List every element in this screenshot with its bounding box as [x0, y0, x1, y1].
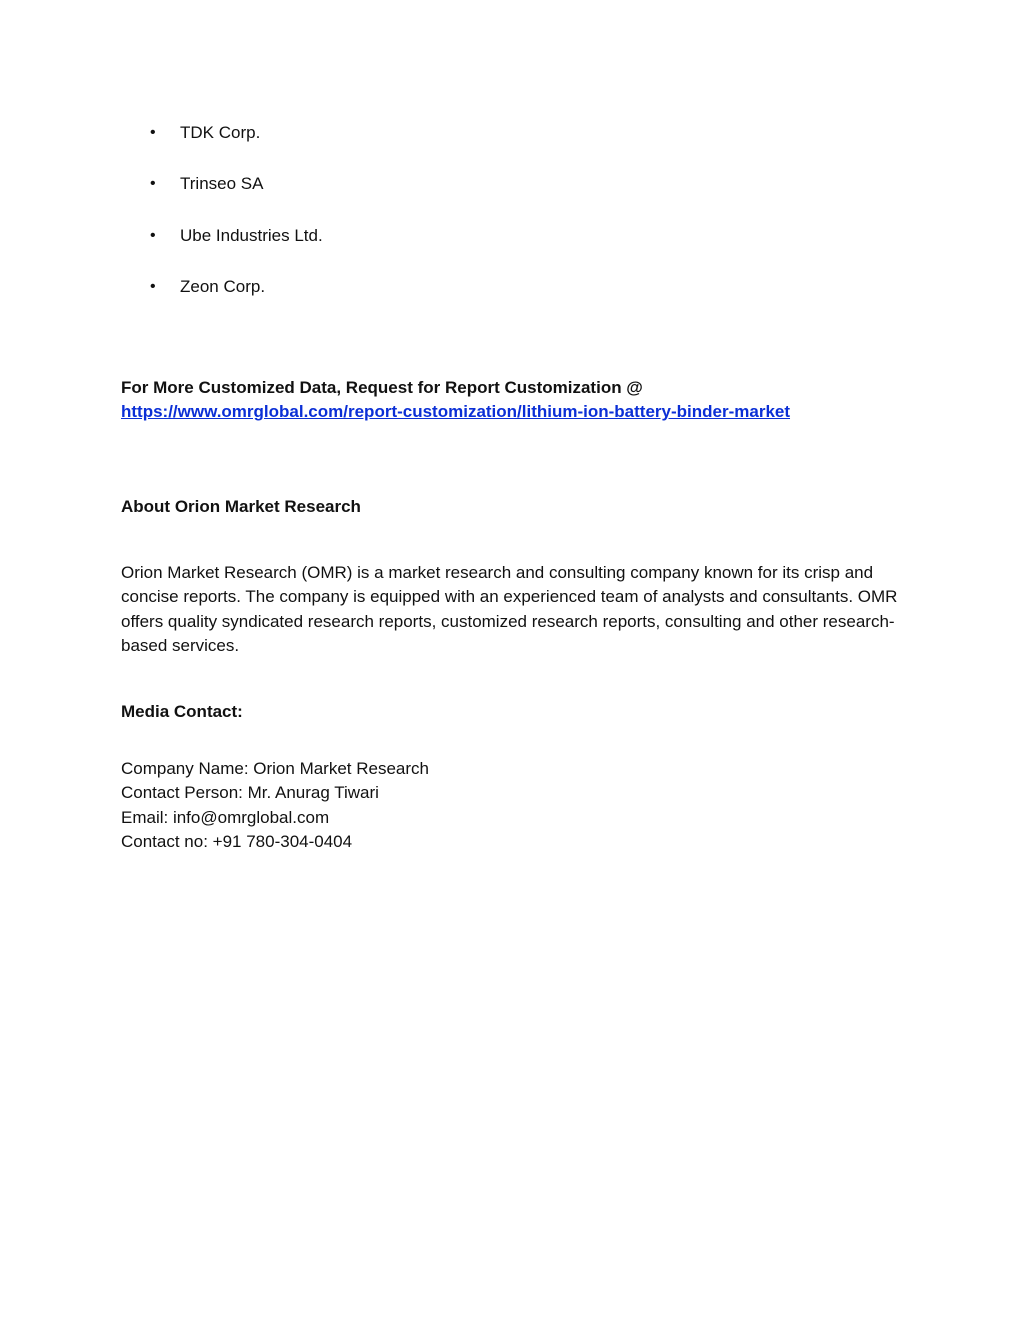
company-name: Trinseo SA [180, 174, 264, 194]
bullet-icon: • [150, 226, 156, 244]
list-item [150, 275, 323, 326]
company-name-line: Company Name: Orion Market Research [121, 759, 430, 778]
media-contact-details [121, 757, 911, 855]
customization-link[interactable]: https://www.omrglobal.com/report-customization/lithium-ion-battery-binder-market [121, 402, 791, 422]
phone-line: Contact no: +91 780-304-0404 [121, 832, 353, 852]
company-name: TDK Corp. [180, 123, 261, 142]
list-item [150, 121, 323, 172]
contact-person-line: Contact Person: Mr. Anurag Tiwari [121, 783, 379, 803]
customization-section [121, 376, 911, 425]
list-item [150, 224, 323, 275]
about-heading: About Orion Market Research [121, 497, 361, 516]
company-list [150, 121, 323, 326]
company-name: Ube Industries Ltd. [180, 225, 323, 245]
list-item [150, 172, 323, 223]
about-paragraph: Orion Market Research (OMR) is a market research and consulting company known for its crisp and concise reports. The company is equipped with an experienced team of analysts and consultants. OMR offers quality syndicated research reports, customized research reports, consulting and other research-based services. [121, 563, 898, 656]
bullet-icon: • [150, 124, 156, 141]
email-line: Email: info@omrglobal.com [121, 807, 330, 827]
media-contact-heading: Media Contact: [121, 702, 243, 721]
bullet-icon: • [150, 277, 156, 295]
bullet-icon: • [150, 175, 156, 193]
company-name: Zeon Corp. [180, 276, 266, 296]
customization-heading: For More Customized Data, Request for Report Customization @ [121, 378, 643, 397]
